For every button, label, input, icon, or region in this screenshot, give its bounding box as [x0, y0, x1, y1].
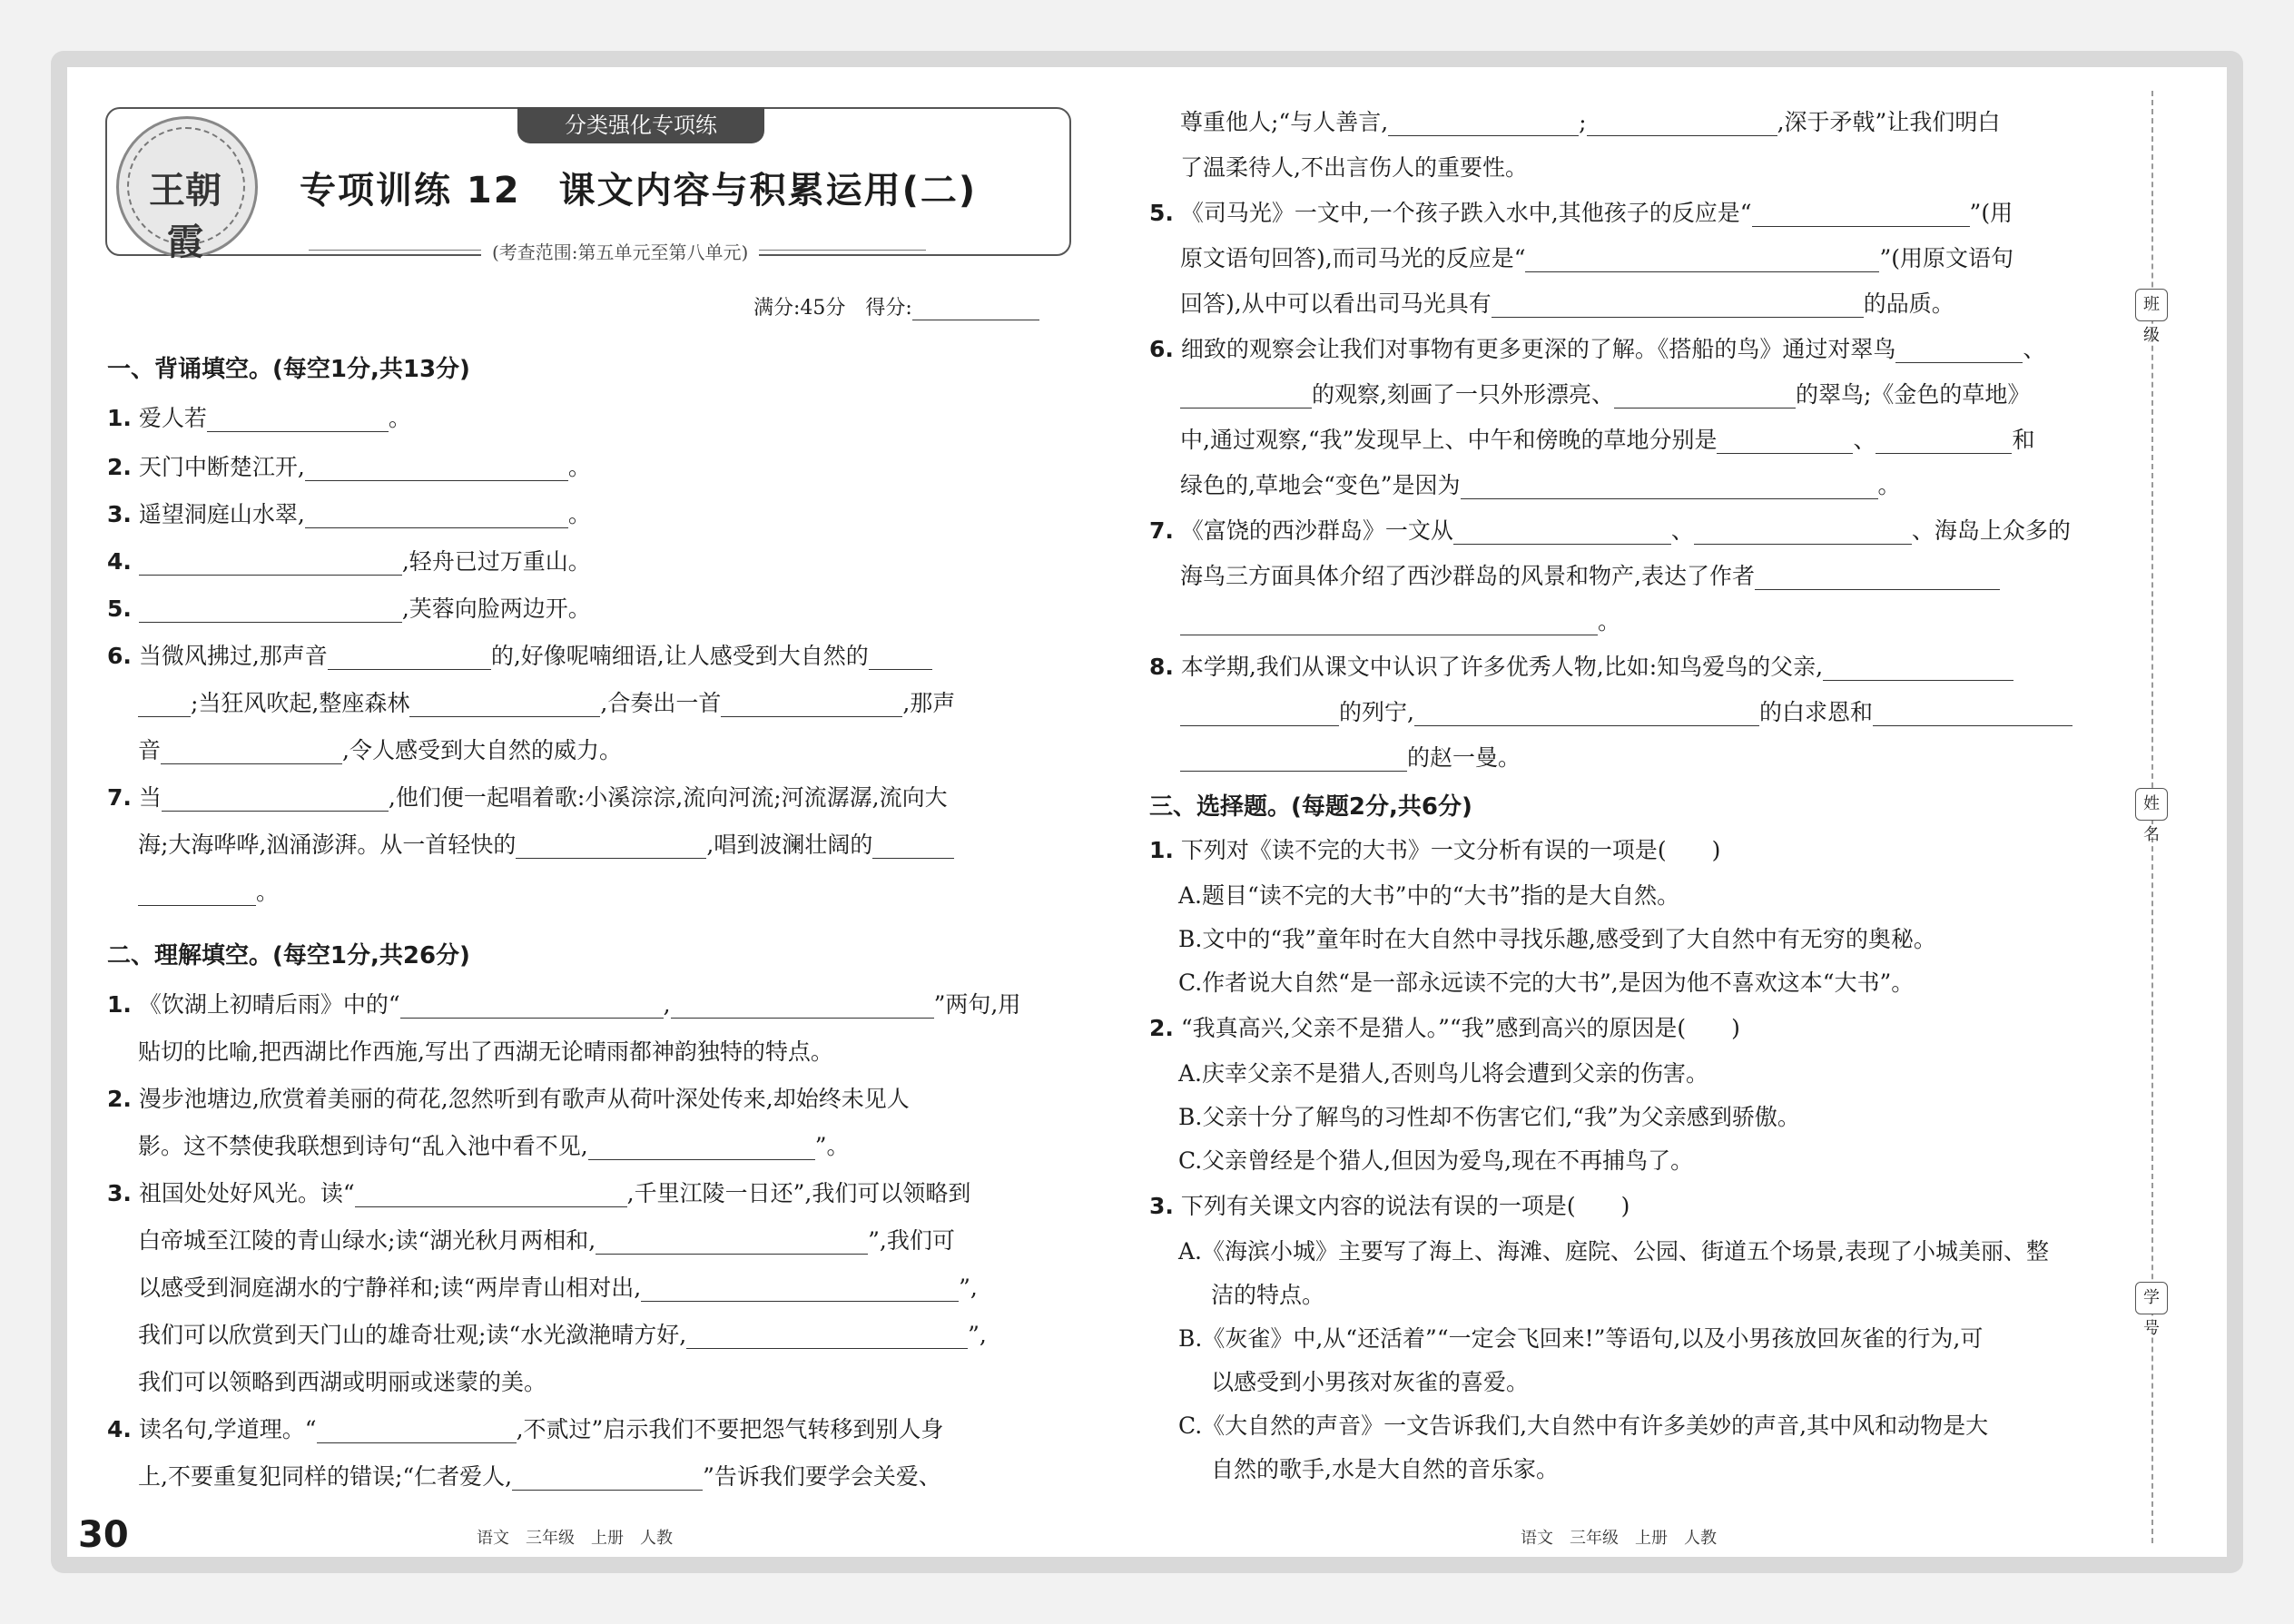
answer-blank[interactable]: [686, 1324, 968, 1349]
answer-blank[interactable]: [328, 645, 491, 670]
s1-item-3: 3. 遥望洞庭山水翠, 。: [107, 501, 591, 527]
s1-q6-line2: ;当狂风吹起,整座森林 ,合奏出一首 ,那声: [138, 690, 955, 717]
answer-blank[interactable]: [1180, 747, 1407, 772]
answer-blank[interactable]: [207, 408, 389, 432]
answer-blank[interactable]: [869, 645, 932, 670]
s3-q1-option-a[interactable]: A.题目“读不完的大书”中的“大书”指的是大自然。: [1178, 882, 1680, 909]
answer-blank[interactable]: [641, 1277, 959, 1302]
answer-blank[interactable]: [1587, 112, 1777, 136]
s2-q5-line3: 回答),从中可以看出司马光具有 的品质。: [1180, 290, 1954, 317]
answer-blank[interactable]: [305, 457, 568, 481]
s2-q1-line2: 贴切的比喻,把西湖比作西施,写出了西湖无论晴雨都神韵独特的特点。: [138, 1038, 833, 1065]
answer-blank[interactable]: [1180, 384, 1312, 408]
answer-blank[interactable]: [1180, 702, 1339, 726]
s3-q1-option-c[interactable]: C.作者说大自然“是一部永远读不完的大书”,是因为他不喜欢这本“大书”。: [1178, 969, 1915, 996]
s2-q6-line2: 的观察,刻画了一只外形漂亮、 的翠鸟;《金色的草地》: [1180, 381, 2030, 408]
answer-blank[interactable]: [512, 1466, 703, 1491]
s3-q3-option-a[interactable]: A.《海滨小城》主要写了海上、海滩、庭院、公园、街道五个场景,表现了小城美丽、整: [1178, 1238, 2049, 1265]
answer-blank[interactable]: [162, 787, 389, 812]
s3-q2-option-a[interactable]: A.庆幸父亲不是猎人,否则鸟儿将会遭到父亲的伤害。: [1178, 1060, 1708, 1087]
logo-text: 王朝霞: [149, 169, 222, 263]
answer-blank[interactable]: [355, 1183, 627, 1207]
s2-q3-line3: 以感受到洞庭湖水的宁静祥和;读“两岸青山相对出, ”,: [138, 1275, 978, 1301]
answer-blank[interactable]: [1492, 293, 1864, 318]
answer-blank[interactable]: [1525, 248, 1879, 272]
s3-q3-option-c[interactable]: C.《大自然的声音》一文告诉我们,大自然中有许多美妙的声音,其中风和动物是大: [1178, 1412, 1989, 1439]
answer-blank[interactable]: [872, 834, 954, 859]
answer-blank[interactable]: [1694, 520, 1912, 545]
answer-blank[interactable]: [1614, 384, 1796, 408]
answer-blank[interactable]: [305, 504, 568, 528]
answer-blank[interactable]: [1755, 566, 2000, 590]
page-number: 30: [78, 1514, 129, 1556]
s2-q2-line1: 2. 漫步池塘边,欣赏着美丽的荷花,忽然听到有歌声从荷叶深处传来,却始终未见人: [107, 1086, 910, 1112]
s2-q8-line3: 的赵一曼。: [1180, 744, 1521, 772]
s2-q4-line4: 了温柔待人,不出言伤人的重要性。: [1180, 154, 1528, 181]
answer-blank[interactable]: [138, 881, 256, 906]
s2-q5-line2: 原文语句回答),而司马光的反应是“ ”(用原文语句: [1180, 245, 2014, 271]
s3-q3-option-b-cont: 以感受到小男孩对灰雀的喜爱。: [1211, 1369, 1530, 1395]
s3-q3-option-b[interactable]: B.《灰雀》中,从“还活着”“一定会飞回来!”等语句,以及小男孩放回灰雀的行为,可: [1178, 1325, 1984, 1352]
answer-blank[interactable]: [1388, 112, 1579, 136]
s2-q7-line3: 。: [1180, 608, 1620, 635]
section3-heading: 三、选择题。(每题2分,共6分): [1149, 793, 1472, 821]
answer-blank[interactable]: [721, 693, 902, 717]
s1-q6-line1: 6. 当微风拂过,那声音 的,好像呢喃细语,让人感受到大自然的: [107, 643, 932, 670]
s2-q4-line1: 4. 读名句,学道理。“ ,不贰过”启示我们不要把怨气转移到别人身: [107, 1416, 944, 1442]
s2-q6-line3: 中,通过观察,“我”发现早上、中午和傍晚的草地分别是 、 和: [1180, 427, 2035, 453]
side-tag-name: 姓名: [2135, 788, 2168, 821]
answer-blank[interactable]: [1717, 429, 1853, 454]
footer-left: 语文 三年级 上册 人教: [477, 1529, 673, 1548]
answer-blank[interactable]: [409, 693, 600, 717]
score-line: [753, 292, 1039, 320]
s1-item-4: 4. ,轻舟已过万重山。: [107, 548, 591, 575]
answer-blank[interactable]: [1461, 475, 1878, 499]
footer-right: 语文 三年级 上册 人教: [1521, 1529, 1717, 1548]
answer-blank[interactable]: [139, 551, 402, 576]
answer-blank[interactable]: [400, 994, 664, 1019]
s3-q3-option-a-cont: 洁的特点。: [1211, 1282, 1325, 1308]
answer-blank[interactable]: [139, 598, 402, 623]
s3-q1-option-b[interactable]: B.文中的“我”童年时在大自然中寻找乐趣,感受到了大自然中有无穷的奥秘。: [1178, 926, 1936, 952]
answer-blank[interactable]: [138, 693, 191, 717]
answer-blank[interactable]: [1895, 339, 2023, 363]
answer-blank[interactable]: [1752, 202, 1970, 227]
answer-blank[interactable]: [588, 1136, 815, 1160]
s1-q6-line3: 音 ,令人感受到大自然的威力。: [138, 737, 622, 763]
answer-blank[interactable]: [1823, 656, 2013, 681]
answer-blank[interactable]: [1453, 520, 1671, 545]
score-label: 满分:45分 得分:: [753, 297, 912, 320]
s2-q8-line1: 8. 本学期,我们从课文中认识了许多优秀人物,比如:知鸟爱鸟的父亲,: [1149, 654, 2013, 681]
category-tag: 分类强化专项练: [517, 107, 764, 143]
s2-q7-line2: 海鸟三方面具体介绍了西沙群岛的风景和物产,表达了作者: [1180, 563, 2000, 590]
s2-q3-line2: 白帝城至江陵的青山绿水;读“湖光秋月两相和, ”,我们可: [138, 1227, 955, 1254]
s2-q4-line3: 尊重他人;“与人善言, ; ,深于矛戟”让我们明白: [1180, 109, 2001, 135]
score-blank[interactable]: [912, 300, 1039, 320]
s2-q5-line1: 5. 《司马光》一文中,一个孩子跌入水中,其他孩子的反应是“ ”(用: [1149, 200, 2013, 226]
page-title: 专项训练 12 课文内容与积累运用(二): [300, 170, 978, 212]
s2-q6-line4: 绿色的,草地会“变色”是因为 。: [1180, 472, 1901, 498]
section2-heading: 二、理解填空。(每空1分,共26分): [107, 942, 470, 969]
s1-q7-line2: 海;大海哗哗,汹涌澎湃。从一首轻快的 ,唱到波澜壮阔的: [138, 832, 954, 859]
scope-note: (考查范围:第五单元至第八单元): [481, 238, 759, 264]
answer-blank[interactable]: [1414, 702, 1759, 726]
s1-q7-line1: 7. 当 ,他们便一起唱着歌:小溪淙淙,流向河流;河流潺潺,流向大: [107, 784, 948, 811]
s2-q2-line2: 影。这不禁使我联想到诗句“乱入池中看不见, ”。: [138, 1133, 850, 1159]
s2-q4-line2: 上,不要重复犯同样的错误;“仁者爱人, ”告诉我们要学会关爱、: [138, 1463, 941, 1490]
answer-blank[interactable]: [671, 994, 934, 1019]
s2-q8-line2: 的列宁, 的白求恩和: [1180, 699, 2072, 726]
answer-blank[interactable]: [596, 1230, 868, 1255]
side-tag-id: 学号: [2135, 1282, 2168, 1314]
s1-q7-line3: 。: [138, 879, 279, 906]
section1-heading: 一、背诵填空。(每空1分,共13分): [107, 356, 470, 383]
answer-blank[interactable]: [317, 1419, 517, 1443]
s3-q3-stem[interactable]: 3. 下列有关课文内容的说法有误的一项是( ): [1149, 1193, 1630, 1219]
s3-q2-stem[interactable]: 2. “我真高兴,父亲不是猎人。”“我”感到高兴的原因是( ): [1149, 1015, 1740, 1041]
answer-blank[interactable]: [1180, 611, 1598, 635]
s2-q6-line1: 6. 细致的观察会让我们对事物有更多更深的了解。《搭船的鸟》通过对翠鸟 、: [1149, 336, 2046, 362]
s3-q2-option-b[interactable]: B.父亲十分了解鸟的习性却不伤害它们,“我”为父亲感到骄傲。: [1178, 1104, 1800, 1130]
s3-q1-stem[interactable]: 1. 下列对《读不完的大书》一文分析有误的一项是( ): [1149, 837, 1721, 863]
s1-item-2: 2. 天门中断楚江开, 。: [107, 454, 591, 480]
s2-q1-line1: 1. 《饮湖上初晴后雨》中的“ , ”两句,用: [107, 991, 1021, 1018]
answer-blank[interactable]: [516, 834, 706, 859]
s1-item-5: 5. ,芙蓉向脸两边开。: [107, 595, 591, 622]
s2-q3-line5: 我们可以领略到西湖或明丽或迷蒙的美。: [138, 1369, 547, 1395]
answer-blank[interactable]: [161, 740, 342, 764]
s2-q3-line4: 我们可以欣赏到天门山的雄奇壮观;读“水光潋滟晴方好, ”,: [138, 1322, 987, 1348]
s3-q2-option-c[interactable]: C.父亲曾经是个猎人,但因为爱鸟,现在不再捕鸟了。: [1178, 1147, 1694, 1174]
s2-q3-line1: 3. 祖国处处好风光。读“ ,千里江陵一日还”,我们可以领略到: [107, 1180, 971, 1206]
side-tag-class: 班级: [2135, 289, 2168, 321]
s2-q7-line1: 7. 《富饶的西沙群岛》一文从 、 、海岛上众多的: [1149, 517, 2071, 544]
s1-item-1: 1. 爱人若 。: [107, 405, 411, 431]
s3-q3-option-c-cont: 自然的歌手,水是大自然的音乐家。: [1211, 1456, 1559, 1482]
answer-blank[interactable]: [1876, 429, 2012, 454]
answer-blank[interactable]: [1873, 702, 2072, 726]
